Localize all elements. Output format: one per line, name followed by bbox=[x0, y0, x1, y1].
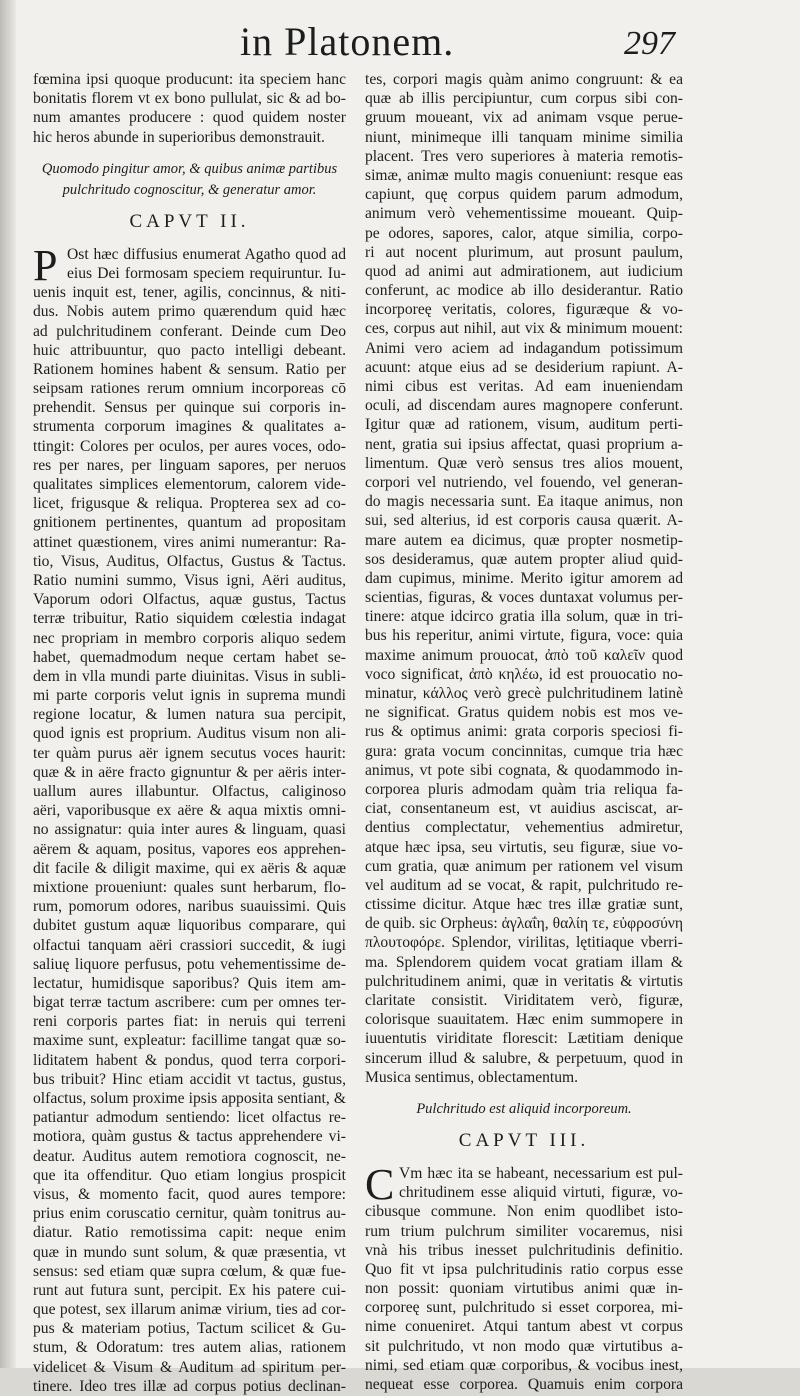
text-line: cibusque commune. Non enim quodlibet isto- bbox=[365, 1203, 683, 1221]
text-line: seipsam rationes rerum omnium incorporeas cō bbox=[33, 380, 346, 398]
text-line: uenis inquit est, tener, agilis, concinnus, & niti- bbox=[33, 284, 346, 302]
text-line: niunt, minimeque illi tanquam minime similia bbox=[365, 128, 683, 146]
text-line: Vm hæc ita se habeant, necessarium est pul- bbox=[399, 1164, 683, 1182]
text-line: qualitates simplices elementorum, calorem vide- bbox=[33, 476, 346, 493]
text-line: sui, sed alterius, id est corporis causa quærit. A- bbox=[365, 512, 683, 530]
text-line: πλουτοφόρε. Splendor, virilitas, lętitiaque vberri- bbox=[365, 934, 683, 952]
text-line: sincerum illud & salubre, & perpetuum, quod in bbox=[365, 1049, 683, 1067]
text-line: rum, pomorum odores, naribus suauissimi. Quis bbox=[33, 898, 346, 916]
page-gutter bbox=[0, 0, 16, 1368]
chapter-heading: CAPVT II. bbox=[129, 210, 250, 232]
text-line: incorporeę veritatis, colores, figuræque & vo- bbox=[365, 301, 683, 319]
text-line: colorisque suauitatem. Hæc enim summopere in bbox=[365, 1011, 683, 1029]
text-line: ter quàm purus aër ignem secutus voces haurit: bbox=[33, 744, 346, 762]
text-line: motiora, quàm gustus & tactus apprehendere vi- bbox=[33, 1128, 346, 1146]
text-line: terræ tribuitur, Ratio siquidem cœlestia indagat bbox=[33, 610, 346, 628]
text-line: dit facile & diligit maxime, qui ex aëris & aquæ bbox=[33, 859, 346, 877]
chapter-paragraph bbox=[33, 240, 346, 1396]
intro-paragraph bbox=[33, 70, 346, 147]
text-line: Rationem homines habent & sensum. Ratio per bbox=[33, 360, 346, 378]
text-line: quod ad animi aut admirationem, aut iudicium bbox=[365, 262, 683, 280]
text-line: aërem & aquam, positus, vapores eos apprehen- bbox=[33, 840, 346, 858]
text-line: Vaporum odori Olfactus, aquæ gustus, Tactus bbox=[33, 591, 346, 609]
text-line: visus, & momento facit, quod aures tempore: bbox=[33, 1185, 346, 1203]
text-line: claritate consistit. Viriditatem verò, figuræ, bbox=[365, 992, 683, 1009]
text-line: animus, vt pote sibi cognata, & quodammodo in- bbox=[365, 761, 683, 779]
text-line: non possit: quoniam virtutibus animi quæ in- bbox=[365, 1280, 683, 1298]
text-line: fœmina ipsi quoque producunt: ita speciem hanc bbox=[33, 71, 346, 88]
text-line: Musica sentimus, oblectamentum. bbox=[365, 1068, 579, 1086]
text-line: diatur. Ratio remotissima capit: neque enim bbox=[33, 1224, 346, 1242]
text-line: nimi, sed etiam quæ corporibus, & vocibus inest, bbox=[365, 1356, 683, 1374]
text-line: deatur. Auditus autem remotiora cognoscit, ne- bbox=[33, 1147, 346, 1165]
text-line: ciat, consentaneum est, vt auidius asciscat, ar- bbox=[365, 800, 683, 818]
text-line: sos desideramus, quæ autem propter aliud quid- bbox=[365, 550, 683, 568]
text-line: bonitatis florem vt ex bono pullulat, sic & ad bo- bbox=[33, 90, 346, 108]
text-line: sensus: sed etiam quæ supra cœlum, & quæ fue- bbox=[33, 1262, 346, 1280]
chapter-subheading: Pulchritudo est aliquid incorporeum. bbox=[416, 1100, 632, 1117]
text-line: saliuę liquore perfusus, potu vehementissime de- bbox=[33, 955, 346, 973]
text-line: prius enim coruscatio cernitur, quàm tonitrus au- bbox=[33, 1205, 346, 1223]
text-line: mixtione proueniunt: quales sunt herbarum, flo- bbox=[33, 878, 346, 896]
text-line: reni corporis partes fiat: in neruis qui terreni bbox=[33, 1013, 346, 1031]
text-line: ces, corpus aut nihil, aut vix & minimum mouent: bbox=[365, 320, 683, 338]
text-line: dentius complectatur, vehementius admiretur, bbox=[365, 819, 683, 837]
text-line: dem in vlla mundi parte diuinitas. Visus in subli- bbox=[33, 667, 346, 685]
text-line: limentum. Quæ verò sensus tres alios mouent, bbox=[365, 454, 683, 472]
text-line: bus his reperitur, animi virtute, figura, voce: quia bbox=[365, 627, 683, 645]
text-line: bigat terræ tactum ascribere: cum per omnes ter- bbox=[33, 994, 346, 1012]
drop-cap: P bbox=[33, 240, 58, 290]
right-column bbox=[365, 70, 683, 1394]
text-line: strumenta corporum imagines & qualitates a- bbox=[33, 418, 346, 436]
text-line: gnitionem pertinentes, quantum ad propositam bbox=[33, 514, 346, 532]
paragraph-lines bbox=[365, 1159, 683, 1394]
spacer bbox=[365, 1087, 683, 1099]
chapter-subheading bbox=[33, 159, 346, 201]
text-line: pe odores, sapores, calor, atque similia, corpo- bbox=[365, 224, 683, 242]
running-head: in Platonem. bbox=[240, 19, 455, 64]
text-line: corporeę sunt, pulchritudo si esset corporea, mi- bbox=[365, 1299, 683, 1317]
text-line: mi parte corporis velut ignis in suprema mundi bbox=[33, 687, 346, 705]
text-line: nime conueniret. Atqui tantum abest vt corpus bbox=[365, 1318, 683, 1336]
text-line: minatur, κάλλος verò grecè pulchritudinem latinè bbox=[365, 685, 683, 702]
subheading-line: Quomodo pingitur amor, & quibus animæ partibus bbox=[41, 160, 338, 177]
text-line: animum verò vehementissime moueant. Quip- bbox=[365, 205, 683, 223]
text-line: voco significat, ἀπὸ κηλέω, id est prouocatio no- bbox=[365, 665, 683, 683]
text-line: aëri, vaporibusque ex aëre & aqua mixtis omni- bbox=[33, 802, 346, 820]
text-line: dam cupimus, minime. Merito igitur amorem ad bbox=[365, 569, 683, 587]
text-line: capiunt, quę corpus quidem parum admodum, bbox=[365, 186, 683, 204]
text-line: olfactui tanquam aëri crassiori succedit, & iugi bbox=[33, 936, 346, 954]
page-number: 297 bbox=[624, 25, 675, 62]
drop-cap: C bbox=[365, 1159, 395, 1209]
left-column bbox=[33, 70, 346, 1396]
continued-paragraph bbox=[365, 70, 683, 1087]
spacer bbox=[33, 147, 346, 159]
text-line: do magis necessaria sunt. Ea itaque animus, non bbox=[365, 493, 683, 511]
text-line: ri aut nocent plurimum, aut prosunt paulum, bbox=[365, 243, 683, 261]
text-line: acuunt: atque eius ad se desiderium rapiunt. A- bbox=[365, 358, 683, 376]
text-line: nequeat esse corporea. Quamuis enim corpora bbox=[365, 1376, 683, 1393]
text-line: olfactus, solum proxime ipsis apposita sentiant, & bbox=[33, 1090, 346, 1107]
text-line: hic heros abunde in superioribus demonstrauit. bbox=[33, 128, 325, 146]
text-line: nec propriam in membro corporis aliquo sedem bbox=[33, 629, 346, 647]
text-line: prehendit. Sensus per quinque sui corporis in- bbox=[33, 399, 346, 417]
text-line: stum, & Odoratum: tres autem alias, rationem bbox=[33, 1339, 346, 1357]
text-line: tio, Visus, Auditus, Olfactus, Gustus & Tactus. bbox=[33, 552, 346, 570]
text-line: ma. Splendorem quidem vocat gratiam illam & bbox=[365, 953, 683, 971]
text-line: nimi cibus est veritas. Ad eam inueniendam bbox=[365, 378, 683, 395]
text-line: quod ignis est proprium. Auditus visum non ali- bbox=[33, 725, 346, 743]
text-line: maxime sunt, expleatur: facillime tangat quæ so- bbox=[33, 1032, 346, 1050]
text-line: regione locatur, & lumen natura sua percipit, bbox=[33, 706, 346, 724]
text-line: corpori vel nutriendo, vel fouendo, vel generan- bbox=[365, 473, 683, 491]
text-line: vel auditum ad se vocat, & rapit, pulchritudo re- bbox=[365, 876, 683, 894]
text-line: no assignatur: quia inter aures & linguam, quasi bbox=[33, 821, 346, 839]
chapter-paragraph bbox=[365, 1159, 683, 1394]
text-line: tes, corpori magis quàm animo congruunt: & ea bbox=[365, 71, 683, 88]
text-line: num amantes producere : quod quidem noster bbox=[33, 109, 346, 127]
text-line: lectatur, humidisque saporibus? Quis item am- bbox=[33, 974, 346, 992]
text-line: ad pulchritudinem conferant. Deinde cum Deo bbox=[33, 322, 346, 340]
text-line: licet, frigusque & reliqua. Propterea sex ad co- bbox=[33, 495, 346, 513]
text-line: mare autem ea dicimus, quæ propter nosmetip- bbox=[365, 531, 683, 549]
text-line: runt aut futura sunt, percipit. Ex his patere cui- bbox=[33, 1281, 346, 1299]
text-line: corporea pluris admodam quàm tria reliqua fa- bbox=[365, 780, 683, 798]
text-line: dus. Nobis autem primo quærendum quid hæc bbox=[33, 303, 346, 321]
text-line: Animi vero aciem ad indagandum potissimum bbox=[365, 339, 683, 357]
text-line: que potest, sex illarum animæ virium, ties ad cor- bbox=[33, 1301, 346, 1319]
text-line: gruum moueant, vix ad animam vsque perue- bbox=[365, 109, 683, 127]
text-line: chritudinem esse aliquid virtuti, figuræ, vo- bbox=[399, 1184, 683, 1202]
text-line: res per nares, per linguam sapores, per neruos bbox=[33, 456, 346, 474]
text-line: maxime animum prouocat, ἀπὸ τοῦ καλεῖν quod bbox=[365, 646, 683, 664]
text-line: pulchritudinem animi, quæ in veritatis & virtutis bbox=[365, 972, 683, 990]
text-line: nent, gratia sui ipsius affectat, quasi proprium a- bbox=[365, 435, 683, 453]
text-line: liditatem habent & pondus, quod terra corpori- bbox=[33, 1051, 346, 1069]
text-line: oculi, ad discendam aures magnopere conferunt. bbox=[365, 397, 683, 415]
text-line: sit pulchritudo, vt non modo quæ virtutibus a- bbox=[365, 1337, 683, 1355]
text-line: dubitet gustum aquæ liquoribus comparare, qui bbox=[33, 917, 346, 935]
text-line: gura: grata vocum concinnitas, cumque tria hæc bbox=[365, 742, 683, 760]
text-line: rus & optimus animi: grata corporis speciosi fi- bbox=[365, 723, 683, 741]
text-line: tinere. Ideo tres illæ ad corpus potius declinan- bbox=[33, 1377, 346, 1395]
text-line: Ost hæc diffusius enumerat Agatho quod ad bbox=[67, 245, 346, 263]
text-line: huic attribuuntur, quo pacto intelligi debeant. bbox=[33, 341, 346, 359]
subheading-line: pulchritudo cognoscitur, & generatur amor. bbox=[62, 181, 317, 198]
text-line: uallum aures illabuntur. Olfactus, caliginoso bbox=[33, 783, 346, 800]
text-line: eius Dei formosam speciem requiruntur. Iu- bbox=[67, 264, 346, 282]
text-line: ne significat. Gratus quidem nobis est mos ve- bbox=[365, 704, 683, 722]
text-line: rum trium pulchrum similiter vocaremus, nisi bbox=[365, 1222, 683, 1240]
text-line: Ratio numini summo, Visus igni, Aëri auditus, bbox=[33, 571, 346, 589]
text-line: pus & materiam potius, Tactum scilicet & Gu- bbox=[33, 1320, 346, 1338]
text-line: tinere: atque idcirco gratia illa solum, quæ in tri- bbox=[365, 608, 683, 626]
text-line: atque hæc ipsa, seu virtutis, seu figuræ, siue vo- bbox=[365, 838, 683, 856]
text-line: Igitur quæ ad rationem, visum, auditum perti- bbox=[365, 416, 683, 434]
text-line: ttingit: Colores per oculos, per aures voces, odo- bbox=[33, 437, 346, 455]
text-line: attinet quæstionem, vires animi numerantur: Ra- bbox=[33, 533, 346, 551]
text-line: cum gratia, quæ animum per rationem vel visum bbox=[365, 857, 683, 875]
text-line: de quib. sic Orpheus: ἀγλαΐη, θαλίη τε, εὐφροσύνη bbox=[365, 915, 683, 933]
text-line: habet, quemadmodum neque certam habet se- bbox=[33, 648, 346, 666]
text-line: bus tribuit? Hinc etiam accidit vt tactus, gustus, bbox=[33, 1070, 346, 1088]
text-line: Quo fit vt ipsa pulchritudinis ratio corpus esse bbox=[365, 1260, 683, 1278]
text-line: quæ & in aëre fracto gignuntur & per aëris inter- bbox=[33, 763, 346, 781]
text-line: ctissime dicitur. Atque hæc tres illæ gratiæ sunt, bbox=[365, 896, 683, 914]
text-line: quæ in mundo sunt solum, & quæ præsentia, vt bbox=[33, 1243, 346, 1261]
text-line: patiantur admodum sentiendo: licet olfactus re- bbox=[33, 1109, 346, 1127]
text-line: videlicet & Visum & Auditum ad spiritum per- bbox=[33, 1358, 346, 1376]
chapter-heading: CAPVT III. bbox=[458, 1129, 590, 1151]
text-line: placent. Tres vero superiores à materia remotis- bbox=[365, 147, 683, 165]
text-line: conferunt, ac modice ab illo desiderantur. Ratio bbox=[365, 282, 683, 300]
text-line: quæ ab illis percipiuntur, cum corpus sibi con- bbox=[365, 90, 683, 108]
text-line: vnà his tribus inesset pulchritudinis definitio. bbox=[365, 1241, 683, 1259]
text-line: scientias, figuras, & voces duntaxat volumus per- bbox=[365, 589, 683, 607]
text-line: iuuentutis viriditate florescit: Lætitiam denique bbox=[365, 1030, 683, 1048]
text-line: que ita offenditur. Quo etiam longius prospicit bbox=[33, 1166, 346, 1184]
paragraph-lines bbox=[33, 240, 346, 1396]
text-line: simæ, animæ multo magis conueniunt: resque eas bbox=[365, 166, 683, 184]
